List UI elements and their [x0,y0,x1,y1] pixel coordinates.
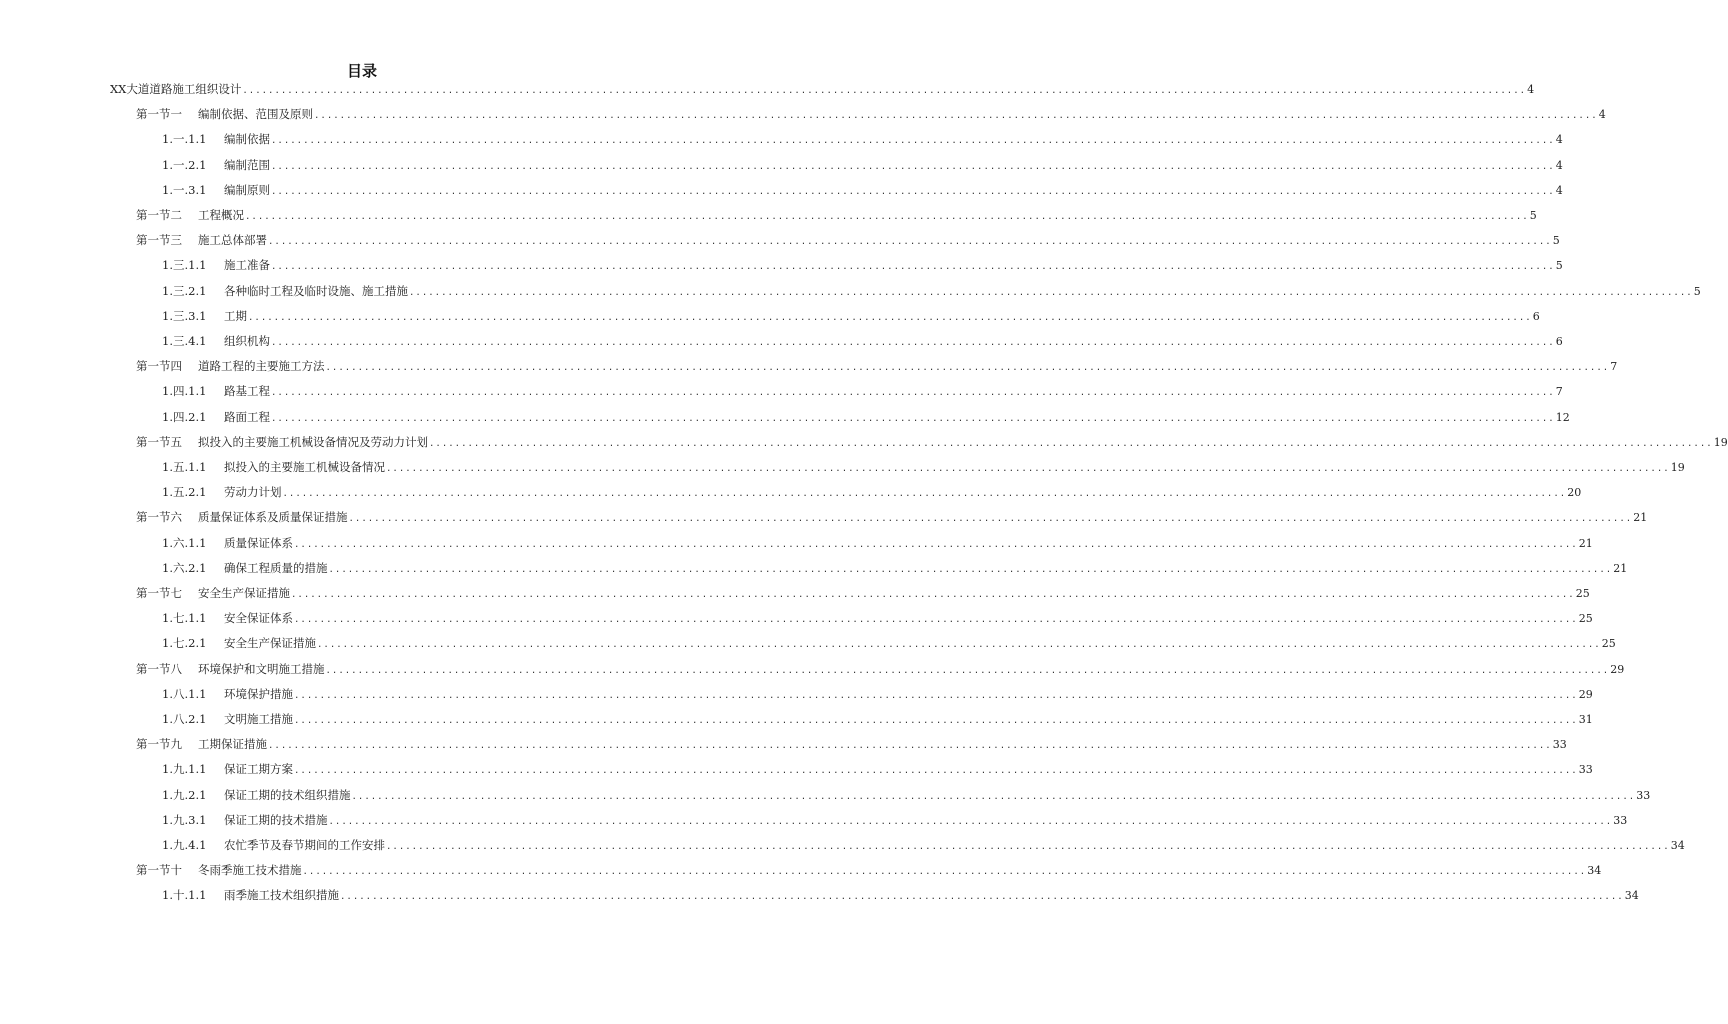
toc-entry[interactable] [162,282,1701,300]
toc-entry-label: 安全生产保证措施 [224,636,316,651]
toc-entry-page-number: 4 [1555,158,1563,172]
toc-entry-number: 1.一.1.1 [162,132,207,147]
toc-entry[interactable] [162,811,1628,829]
toc-entry-number: 1.六.2.1 [162,560,207,575]
toc-entry-label: 保证工期的技术措施 [224,812,328,827]
toc-entry-label: 环境保护和文明施工措施 [198,661,325,676]
toc-entry[interactable] [136,105,1606,123]
toc-entry-number: 第一节八 [136,661,182,676]
toc-entry-page-number: 5 [1555,259,1563,273]
toc-entry-label: 编制依据、范围及原则 [198,107,313,122]
toc-entry-label: 劳动力计划 [224,485,282,500]
toc-entry-page-number: 33 [1552,738,1567,752]
toc-entry[interactable] [136,735,1567,753]
toc-entry[interactable] [110,80,1535,98]
toc-entry-label: 雨季施工技术组织措施 [224,888,339,903]
toc-entry-page-number: 25 [1575,587,1590,600]
toc-entry-page-number: 5 [1552,234,1560,248]
toc-entry-number: 1.七.1.1 [162,611,207,626]
toc-entry-page-number: 29 [1578,687,1593,701]
toc-entry[interactable] [162,307,1540,325]
toc-entry-label: 编制范围 [224,157,270,172]
toc-entry-number: 1.八.2.1 [162,712,207,726]
toc-entry[interactable] [162,534,1593,552]
toc-entry-page-number: 33 [1613,813,1628,827]
toc-entry[interactable] [136,508,1648,526]
toc-entry-number: 1.一.3.1 [162,182,207,197]
toc-entry-label: 路基工程 [224,384,270,399]
dot-leader: ........................................................................................................................................................................................................ [271,262,1555,273]
toc-entry[interactable] [162,685,1593,703]
toc-entry-page-number: 21 [1613,561,1628,575]
dot-leader: ........................................................................................................................................................................................................ [271,136,1555,147]
dot-leader: ........................................................................................................................................................................................................ [294,539,1578,550]
toc-entry-number: 1.四.1.1 [162,384,207,399]
toc-entry[interactable] [162,786,1651,804]
toc-entry-label: 质量保证体系及质量保证措施 [198,510,348,525]
dot-leader: ........................................................................................................................................................................................................ [328,816,1613,827]
toc-entry-label: 工期保证措施 [198,737,267,752]
toc-entry-page-number: 21 [1578,536,1593,550]
toc-entry-label: 安全保证体系 [224,611,293,626]
toc-entry-label: 施工准备 [224,258,270,273]
dot-leader: ........................................................................................................................................................................................................ [294,615,1578,626]
dot-leader: ........................................................................................................................................................................................................ [328,564,1613,575]
toc-entry-number: 1.四.2.1 [162,409,207,424]
toc-entry-label: 编制依据 [224,132,270,147]
toc-entry-number: 1.五.2.1 [162,485,207,500]
toc-entry-label: 质量保证体系 [224,535,293,550]
toc-entry-label: 冬雨季施工技术措施 [198,863,302,878]
toc-entry-label: 农忙季节及春节期间的工作安排 [224,838,385,852]
dot-leader: ........................................................................................................................................................................................................ [302,867,1587,878]
dot-leader: ........................................................................................................................................................................................................ [294,716,1578,726]
toc-entry-label: 工程概况 [198,208,244,222]
dot-leader: ........................................................................................................................................................................................................ [271,413,1555,424]
toc-entry-number: 1.八.1.1 [162,686,207,701]
dot-leader: ........................................................................................................................................................................................................ [242,86,1527,96]
dot-leader: ........................................................................................................................................................................................................ [409,287,1693,298]
toc-entry[interactable] [162,836,1685,854]
dot-leader: ........................................................................................................................................................................................................ [351,791,1636,802]
toc-entry-page-number: 5 [1529,209,1537,222]
toc-entry-label: 编制原则 [224,182,270,197]
toc-entry-page-number: 29 [1610,662,1625,676]
dot-leader: ........................................................................................................................................................................................................ [271,186,1555,197]
toc-entry-page-number: 31 [1578,713,1593,726]
toc-entry-page-number: 19 [1713,435,1728,449]
toc-entry-label: 拟投入的主要施工机械设备情况 [224,460,385,474]
toc-entry-number: 第一节六 [136,510,182,525]
toc-entry-page-number: 6 [1532,309,1540,323]
toc-entry-number: 1.三.3.1 [162,308,207,323]
toc-entry-page-number: 5 [1693,284,1701,298]
toc-entry-page-number: 34 [1587,864,1602,878]
toc-entry-page-number: 4 [1598,108,1606,122]
toc-entry-number: 1.九.2.1 [162,787,207,802]
toc-entry-number: 第一节二 [136,208,182,222]
toc-entry-label: 各种临时工程及临时设施、施工措施 [224,283,408,298]
toc-entry-page-number: 4 [1527,83,1535,96]
toc-entry-number: 第一节十 [136,863,182,878]
toc-entry-number: 1.六.1.1 [162,535,207,550]
toc-entry-label: 保证工期的技术组织措施 [224,787,351,802]
toc-entry[interactable] [162,559,1628,577]
toc-entry-label: 安全生产保证措施 [198,586,290,600]
toc-entry-label: 环境保护措施 [224,686,293,701]
toc-entry-page-number: 4 [1555,133,1563,147]
toc-entry-number: 第一节一 [136,107,182,122]
toc-entry-number: 1.九.3.1 [162,812,207,827]
toc-entry-number: 第一节四 [136,359,182,374]
toc-entry-page-number: 33 [1578,763,1593,777]
toc-entry-number: 1.一.2.1 [162,157,207,172]
toc-entry-number: 1.三.1.1 [162,258,207,273]
toc-entry-page-number: 20 [1567,486,1582,500]
dot-leader: ........................................................................................................................................................................................................ [386,842,1670,852]
dot-leader: ........................................................................................................................................................................................................ [291,590,1575,600]
toc-entry-label: 拟投入的主要施工机械设备情况及劳动力计划 [198,434,428,449]
toc-entry[interactable] [162,710,1593,728]
toc-entry[interactable] [162,886,1639,904]
dot-leader: ........................................................................................................................................................................................................ [429,438,1713,449]
toc-entry-page-number: 4 [1555,183,1563,197]
toc-entry[interactable] [136,861,1602,879]
toc-entry-label: XX大道道路施工组织设计 [110,82,242,96]
dot-leader: ........................................................................................................................................................................................................ [348,514,1633,525]
toc-entry-number: 第一节九 [136,737,182,752]
toc-entry[interactable] [136,433,1728,451]
toc-entry-page-number: 34 [1624,889,1639,903]
toc-entry[interactable] [136,357,1618,375]
toc-entry[interactable] [162,609,1593,627]
toc-entry[interactable] [162,408,1570,426]
dot-leader: ........................................................................................................................................................................................................ [317,640,1601,651]
toc-entry-label: 路面工程 [224,409,270,424]
toc-entry-label: 保证工期方案 [224,762,293,777]
toc-entry[interactable] [162,382,1563,400]
toc-entry-label: 工期 [224,308,247,323]
toc-entry-page-number: 19 [1670,461,1685,474]
toc-entry-number: 第一节五 [136,434,182,449]
toc-entry-page-number: 25 [1601,637,1616,651]
toc-entry-number: 第一节三 [136,233,182,248]
toc-entry-number: 1.三.4.1 [162,334,207,348]
dot-leader: ........................................................................................................................................................................................................ [245,212,1529,222]
toc-entry-page-number: 25 [1578,612,1593,626]
toc-entry-label: 文明施工措施 [224,712,293,726]
dot-leader: ........................................................................................................................................................................................................ [248,312,1532,323]
toc-entry-page-number: 7 [1610,360,1618,374]
toc-entry-label: 道路工程的主要施工方法 [198,359,325,374]
toc-entry-label: 施工总体部署 [198,233,267,248]
toc-entry[interactable] [136,206,1537,224]
toc-entry-number: 第一节七 [136,586,182,600]
toc-entry[interactable] [136,231,1560,249]
toc-entry-label: 确保工程质量的措施 [224,560,328,575]
dot-leader: ........................................................................................................................................................................................................ [325,665,1610,676]
dot-leader: ........................................................................................................................................................................................................ [271,161,1555,172]
toc-entry[interactable] [162,332,1563,350]
toc-entry-number: 1.九.4.1 [162,838,207,852]
toc-entry-page-number: 21 [1633,511,1648,525]
toc-entry-number: 1.三.2.1 [162,283,207,298]
dot-leader: ........................................................................................................................................................................................................ [282,489,1567,500]
dot-leader: ........................................................................................................................................................................................................ [340,892,1624,903]
dot-leader: ........................................................................................................................................................................................................ [325,363,1610,374]
toc-entry-number: 1.九.1.1 [162,762,207,777]
toc-entry[interactable] [162,156,1563,174]
dot-leader: ........................................................................................................................................................................................................ [268,741,1552,752]
dot-leader: ........................................................................................................................................................................................................ [386,464,1670,474]
toc-entry[interactable] [162,458,1685,476]
page-title: 目录 [346,62,377,80]
toc-entry[interactable] [162,181,1563,199]
toc-entry-page-number: 7 [1555,385,1563,399]
toc-entry[interactable] [162,130,1563,148]
toc-entry-number: 1.十.1.1 [162,888,207,903]
toc-entry[interactable] [136,584,1590,602]
dot-leader: ........................................................................................................................................................................................................ [314,111,1598,122]
toc-entry-page-number: 33 [1636,788,1651,802]
toc-entry-label: 组织机构 [224,334,270,348]
dot-leader: ........................................................................................................................................................................................................ [271,388,1555,399]
toc-entry-number: 1.七.2.1 [162,636,207,651]
toc-entry[interactable] [162,634,1616,652]
toc-entry[interactable] [162,760,1593,778]
dot-leader: ........................................................................................................................................................................................................ [268,237,1552,248]
dot-leader: ........................................................................................................................................................................................................ [294,690,1578,701]
toc-entry-number: 1.五.1.1 [162,460,207,474]
toc-entry-page-number: 6 [1555,335,1563,348]
toc-entry[interactable] [136,660,1625,678]
toc-entry[interactable] [162,483,1582,501]
dot-leader: ........................................................................................................................................................................................................ [294,766,1578,777]
toc-entry[interactable] [162,256,1563,274]
toc-entry-page-number: 34 [1670,839,1685,852]
toc-entry-page-number: 12 [1555,410,1570,424]
dot-leader: ........................................................................................................................................................................................................ [271,338,1555,348]
